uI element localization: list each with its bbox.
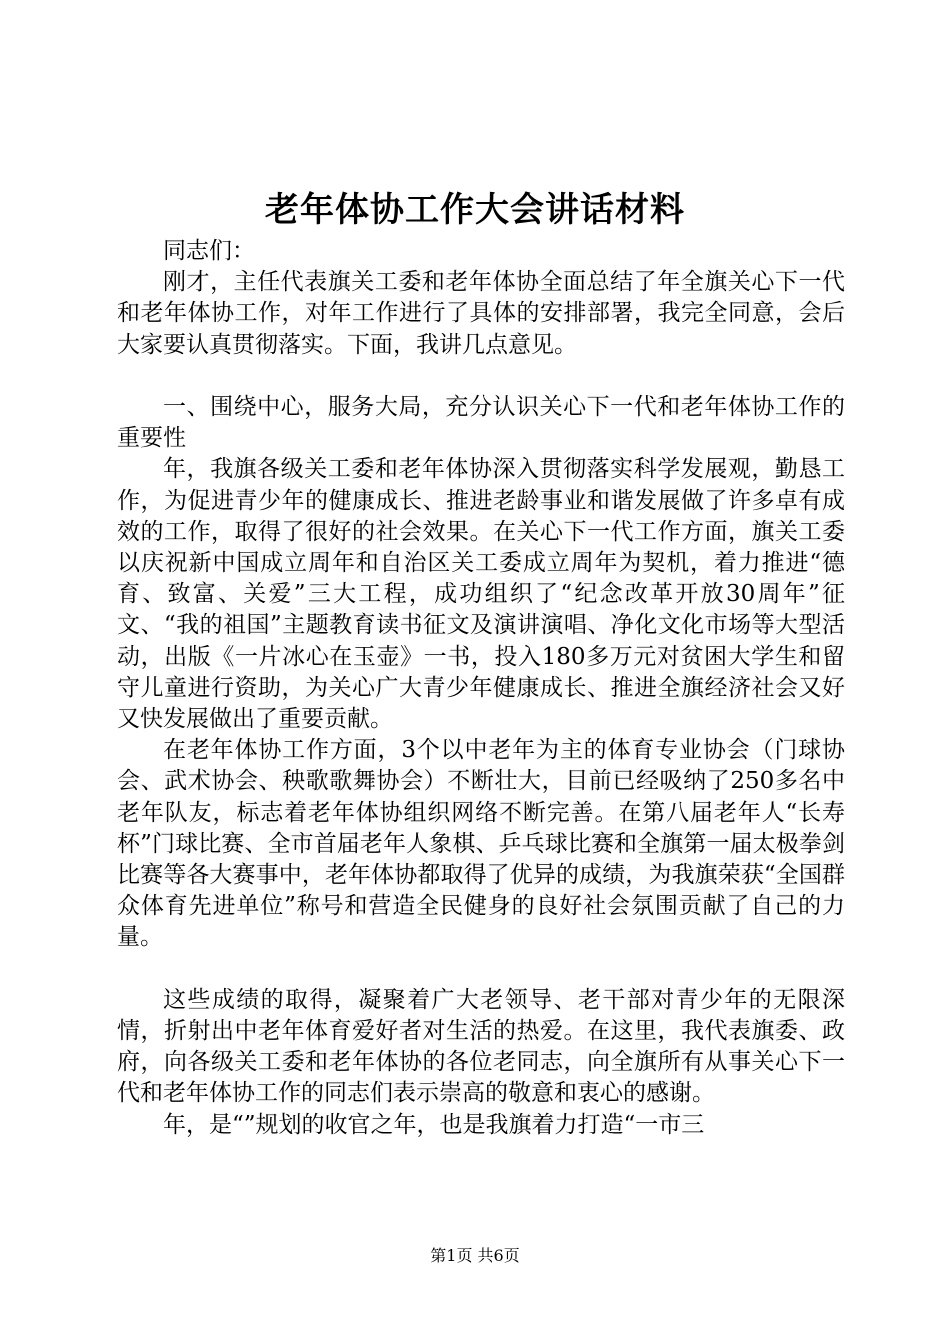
paragraph-continued: 年，是“”规划的收官之年，也是我旗着力打造“一市三 xyxy=(163,1111,705,1138)
paragraph-opening: 刚才，主任代表旗关工委和老年体协全面总结了年全旗关心下一代和老年体协工作，对年工作进行了具体的安排部署，我完全同意，会后大家要认真贯彻落实。下面，我讲几点意见。 xyxy=(117,269,845,358)
page-footer: 第1页 共6页 xyxy=(430,1246,520,1265)
paragraph-sports-association: 在老年体协工作方面，3个以中老年为主的体育专业协会（门球协会、武术协会、秧歌歌舞协会）不断壮大，目前已经吸纳了250多名中老年队友，标志着老年体协组织网络不断完善。在第八届老年人“长寿杯”门球比赛、全市首届老年人象棋、乒乓球比赛和全旗第一届太极拳剑比赛等各大赛事中，老年体协都取得了优异的成绩，为我旗荣获“全国群众体育先进单位”称号和营造全民健身的良好社会氛围贡献了自己的力量。 xyxy=(117,737,845,951)
document-title: 老年体协工作大会讲话材料 xyxy=(265,190,685,230)
section-heading-1: 一、围绕中心，服务大局，充分认识关心下一代和老年体协工作的重要性 xyxy=(117,394,845,452)
paragraph-achievements: 年，我旗各级关工委和老年体协深入贯彻落实科学发展观，勤恳工作，为促进青少年的健康成长、推进老龄事业和谐发展做了许多卓有成效的工作，取得了很好的社会效果。在关心下一代工作方面，旗关工委以庆祝新中国成立周年和自治区关工委成立周年为契机，着力推进“德育、致富、关爱”三大工程，成功组织了“纪念改革开放30周年”征文、“我的祖国”主题教育读书征文及演讲演唱、净化文化市场等大型活动，出版《一片冰心在玉壶》一书，投入180多万元对贫困大学生和留守儿童进行资助，为关心广大青少年健康成长、推进全旗经济社会又好又快发展做出了重要贡献。 xyxy=(117,456,845,733)
paragraph-salutation: 同志们： xyxy=(163,238,255,264)
paragraph-thanks: 这些成绩的取得，凝聚着广大老领导、老干部对青少年的无限深情，折射出中老年体育爱好者对生活的热爱。在这里，我代表旗委、政府，向各级关工委和老年体协的各位老同志，向全旗所有从事关心下一代和老年体协工作的同志们表示崇高的敬意和衷心的感谢。 xyxy=(117,986,845,1107)
document-body xyxy=(117,236,845,1141)
